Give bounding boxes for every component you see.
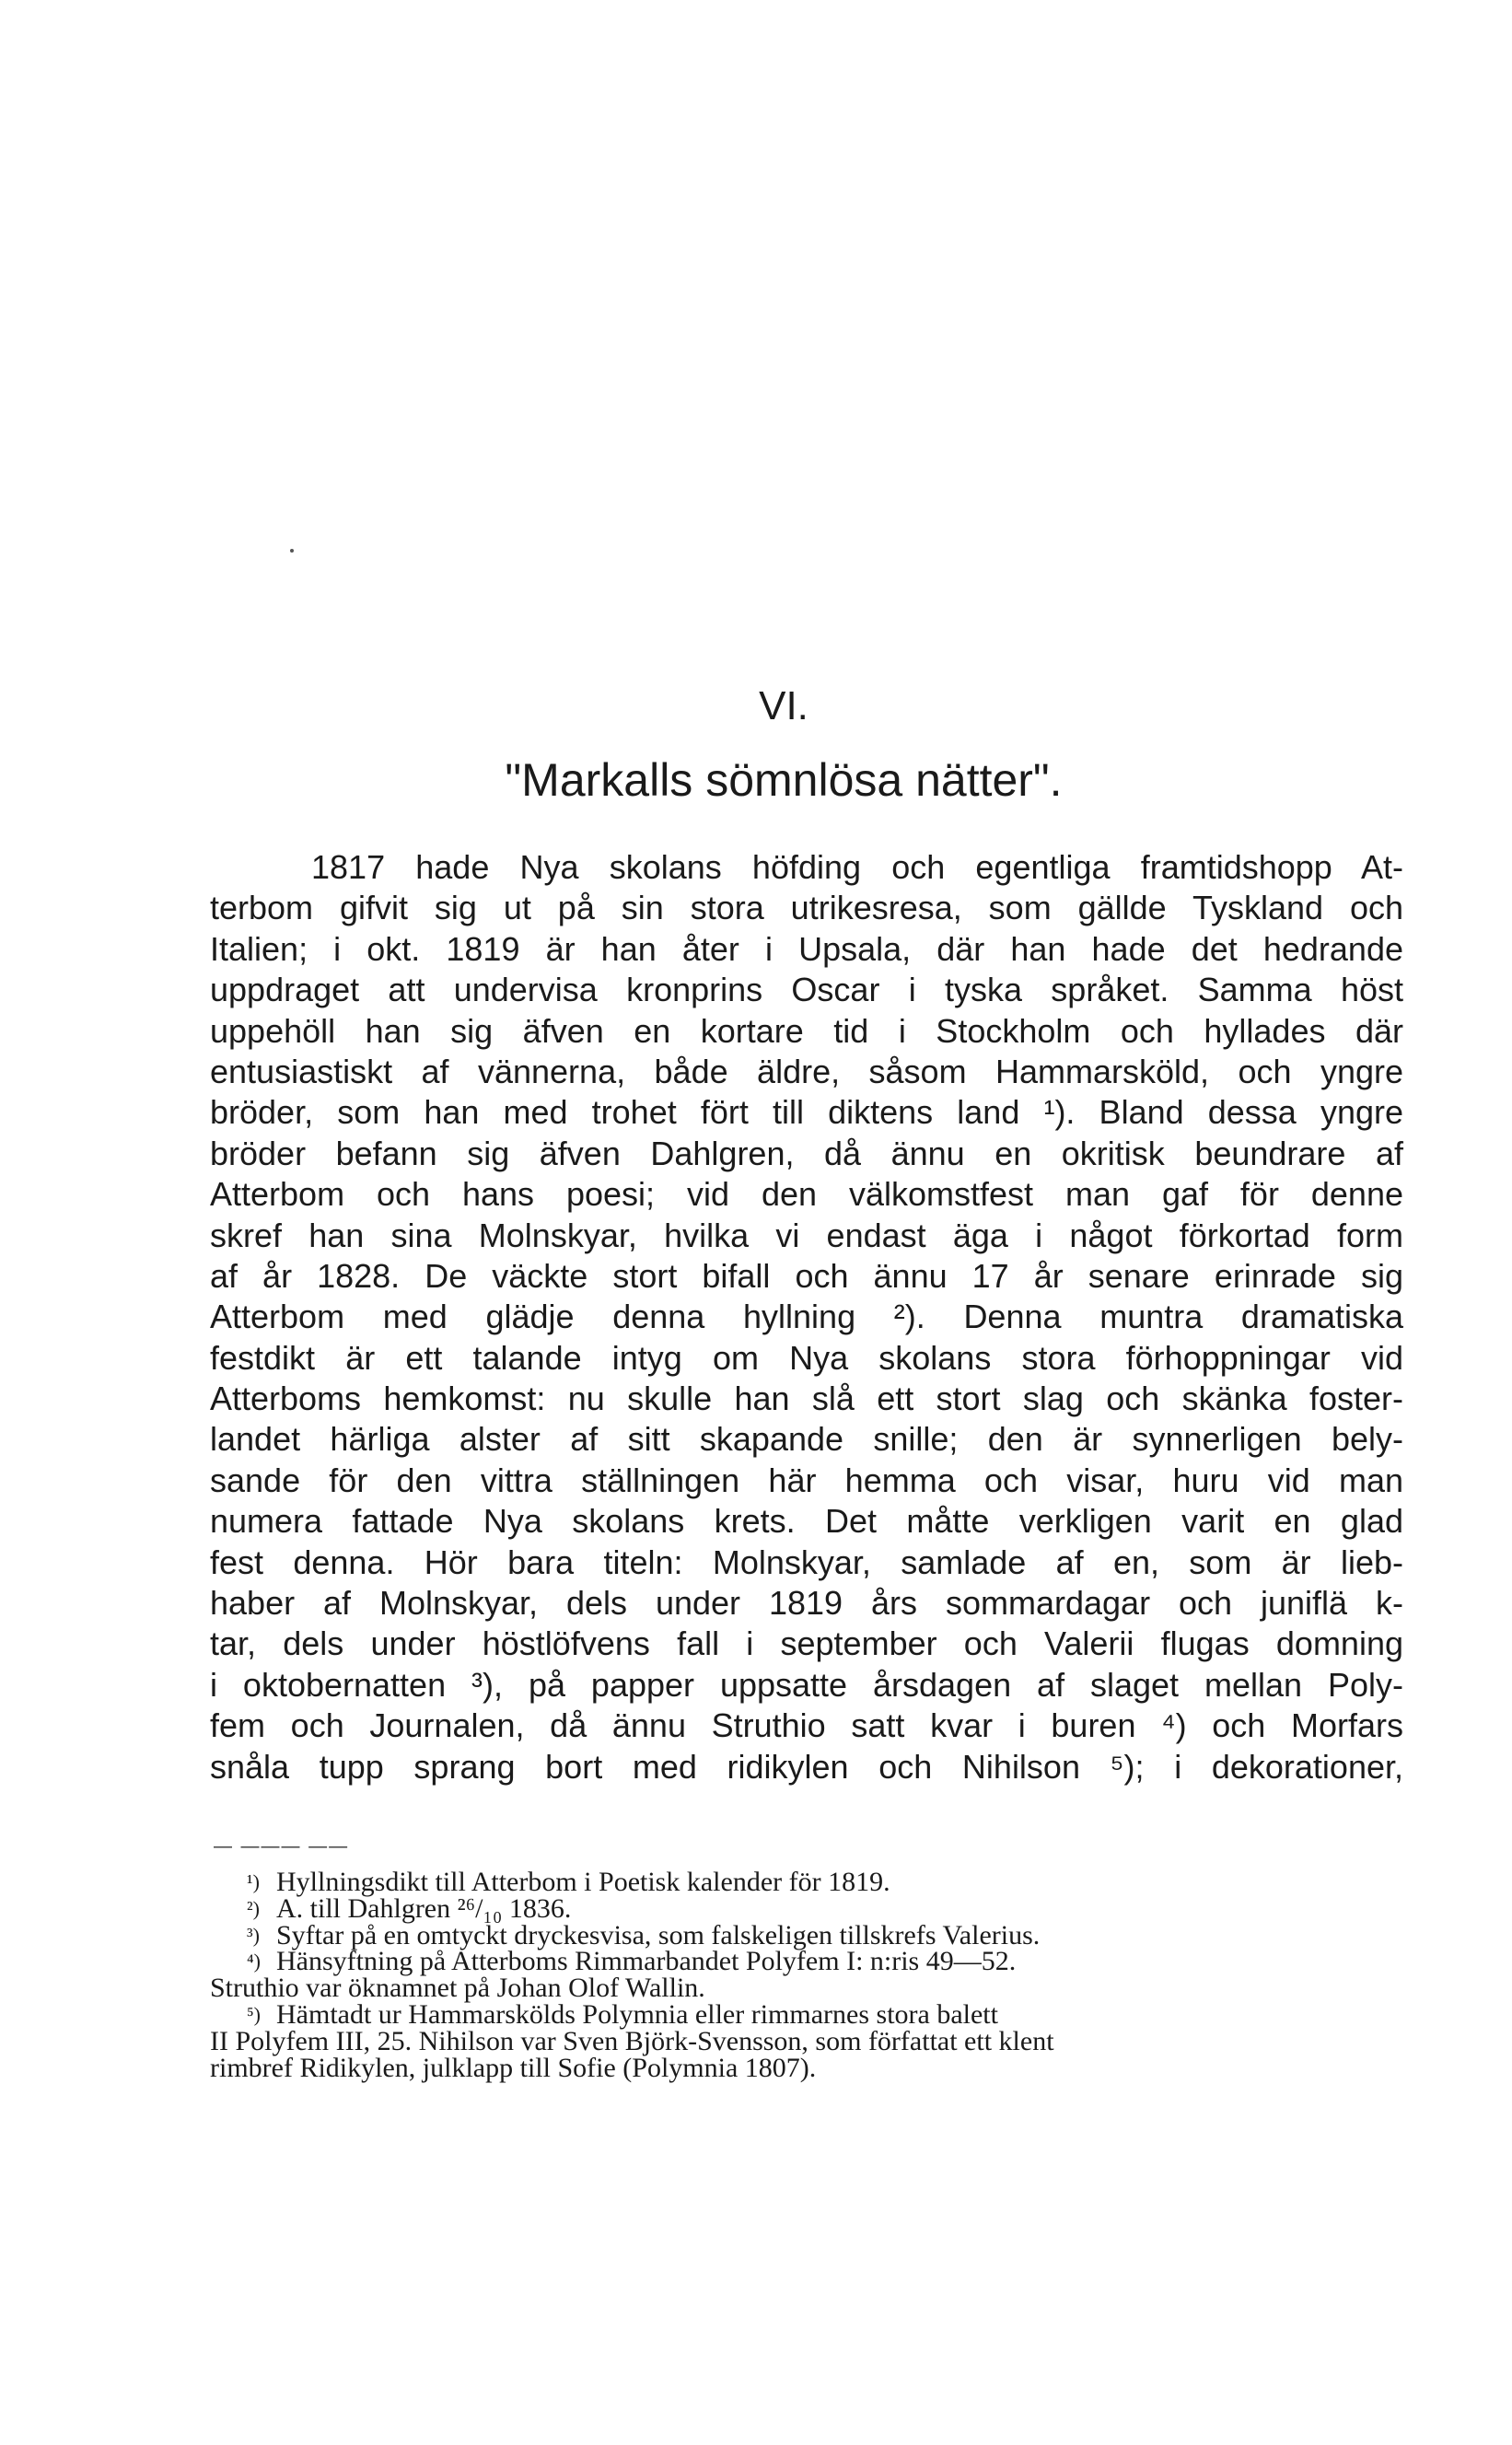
footnote-text: A. till Dahlgren ²⁶/₁₀ 1836.: [276, 1892, 572, 1924]
footnote: [210, 1869, 1403, 1896]
body-line: fem och Journalen, då ännu Struthio satt kvar i buren ⁴) och Morfars: [210, 1706, 1403, 1745]
footnote-text: II Polyfem III, 25. Nihilson var Sven Björk-Svensson, som författat ett klent: [210, 2025, 1054, 2056]
footnote-marker: ³): [247, 1923, 260, 1947]
body-line: landet härliga alster af sitt skapande snille; den är synnerligen bely-: [210, 1420, 1403, 1459]
footnote-continuation: [210, 1975, 1403, 2002]
footnote-separator: — ——— ——: [214, 1836, 350, 1857]
body-text: [210, 847, 1403, 1787]
footnote-text: Hyllningsdikt till Atterbom i Poetisk kalender för 1819.: [276, 1867, 890, 1897]
footnote-marker: ⁵): [247, 2002, 261, 2026]
body-line: uppdraget att undervisa kronprins Oscar i tyska språket. Samma höst: [210, 971, 1403, 1009]
footnote-continuation: [210, 2052, 1403, 2083]
footnote: [210, 1998, 1403, 2030]
body-line: bröder, som han med trohet fört till diktens land ¹). Bland dessa yngre: [210, 1093, 1403, 1132]
body-line: sande för den vittra ställningen här hemma och visar, huru vid man: [210, 1461, 1403, 1499]
body-line: Atterbom och hans poesi; vid den välkomstfest man gaf för denne: [210, 1175, 1403, 1214]
footnote: [210, 1946, 1403, 1977]
body-line: festdikt är ett talande intyg om Nya skolans stora förhoppningar vid: [210, 1338, 1403, 1377]
footnote-marker: ²): [247, 1896, 260, 1920]
footnote-text: Struthio var öknamnet på Johan Olof Wallin.: [210, 1973, 705, 2004]
body-line: uppehöll han sig äfven en kortare tid i Stockholm och hyllades där: [210, 1011, 1403, 1050]
footnote: [210, 1892, 1403, 1924]
body-line: Italien; i okt. 1819 är han åter i Upsala, där han hade det hedrande: [210, 929, 1403, 968]
body-line: numera fattade Nya skolans krets. Det måtte verkligen varit en glad: [210, 1502, 1403, 1541]
footnote-text: Hänsyftning på Atterboms Rimmarbandet Polyfem I: n:ris 49—52.: [276, 1946, 1017, 1977]
footnote-text: rimbref Ridikylen, julklapp till Sofie (Polymnia 1807).: [210, 2052, 817, 2083]
footnote-text: Hämtadt ur Hammarskölds Polymnia eller rimmarnes stora balett: [276, 1998, 998, 2030]
footnote-continuation: [210, 2025, 1403, 2056]
body-line: bröder befann sig äfven Dahlgren, då ännu en okritisk beundrare af: [210, 1134, 1403, 1172]
body-line: Atterboms hemkomst: nu skulle han slå ett stort slag och skänka foster-: [210, 1380, 1403, 1418]
body-line: i oktobernatten ³), på papper uppsatte årsdagen af slaget mellan Poly-: [210, 1665, 1403, 1704]
body-line: af år 1828. De väckte stort bifall och ännu 17 år senare erinrade sig: [210, 1256, 1403, 1295]
body-line: 1817 hade Nya skolans höfding och egentliga framtidshopp At-: [311, 848, 1403, 886]
body-line: entusiastiskt af vännerna, både äldre, såsom Hammarsköld, och yngre: [210, 1052, 1403, 1090]
footnote-text: Syftar på en omtyckt dryckesvisa, som falskeligen tillskrefs Valerius.: [276, 1919, 1041, 1950]
body-line: Atterbom med glädje denna hyllning ²). Denna muntra dramatiska: [210, 1298, 1403, 1336]
body-line: skref han sina Molnskyar, hvilka vi endast äga i något förkortad form: [210, 1216, 1403, 1254]
body-line: fest denna. Hör bara titeln: Molnskyar, samlade af en, som är lieb-: [210, 1543, 1403, 1581]
page-speck: [290, 549, 294, 553]
footnote-marker: ⁴): [247, 1950, 261, 1973]
body-line: snåla tupp sprang bort med ridikylen och Nihilson ⁵); i dekorationer,: [210, 1747, 1403, 1786]
chapter-title: "Markalls sömnlösa nätter".: [505, 754, 1063, 806]
body-line: tar, dels under höstlöfvens fall i september och Valerii flugas domning: [210, 1624, 1403, 1663]
footnote: [210, 1919, 1403, 1950]
chapter-number: VI.: [759, 683, 808, 728]
body-line: haber af Molnskyar, dels under 1819 års sommardagar och juniflä k-: [210, 1584, 1403, 1623]
body-line: terbom gifvit sig ut på sin stora utrikesresa, som gällde Tyskland och: [210, 889, 1403, 927]
footnotes: [210, 1869, 1403, 2081]
footnote-marker: ¹): [247, 1870, 260, 1893]
